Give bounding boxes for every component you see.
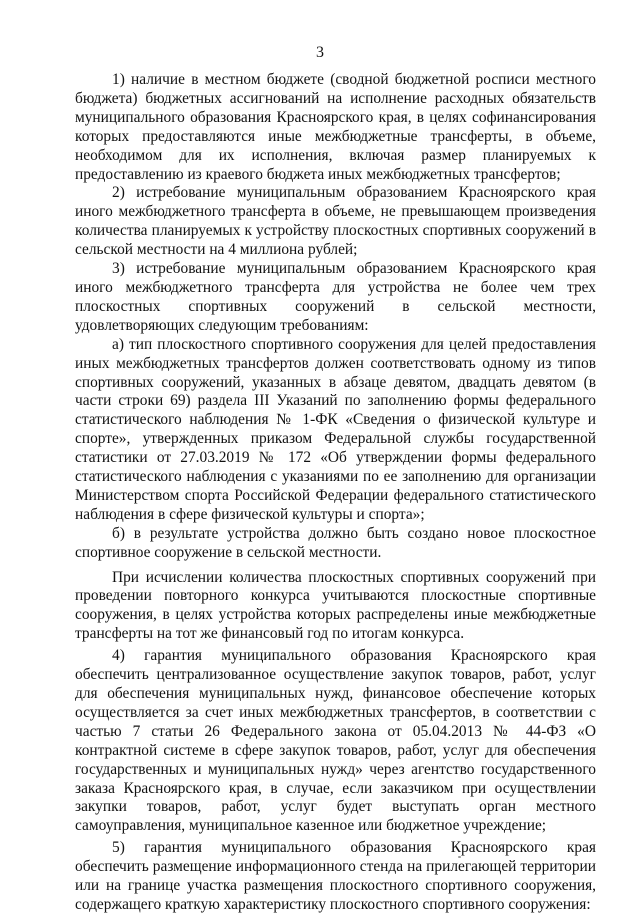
paragraph-item-2: 2) истребование муниципальным образованием Красноярского края иного межбюджетного трансферта в объеме, не превышающем произведения количества планируемых к устройству плоскостных спортивных сооружений в сельской местности на 4 миллиона рублей; bbox=[75, 184, 596, 259]
paragraph-repeat-contest-note: При исчислении количества плоскостных спортивных сооружений при проведении повторного конкурса учитываются плоскостные спортивные сооружения, в целях устройства которых распределены иные межбюджетные трансферты на тот же финансовый год по итогам конкурса. bbox=[75, 568, 596, 643]
scan-artifact bbox=[458, 856, 461, 858]
document-body bbox=[75, 71, 596, 915]
paragraph-subitem-b: б) в результате устройства должно быть создано новое плоскостное спортивное сооружение в сельской местности. bbox=[75, 524, 596, 561]
paragraph-item-5: 5) гарантия муниципального образования Красноярского края обеспечить размещение информационного стенда на прилегающей территории или на границе участка размещения плоскостного спортивного сооружения, содержащего краткую характеристику плоскостного спортивного сооружения: bbox=[75, 839, 596, 913]
paragraph-item-3: 3) истребование муниципальным образованием Красноярского края иного межбюджетного трансферта для устройства не более чем трех плоскостных спортивных сооружений в сельской местности, удовлетворяющих следующим требованиям: bbox=[75, 260, 596, 334]
paragraph-item-1: 1) наличие в местном бюджете (сводной бюджетной росписи местного бюджета) бюджетных ассигнований на исполнение расходных обязательств муниципального образования Красноярского края, в целях софинансирования которых предоставляются иные межбюджетные трансферты, в объеме, необходимом для их исполнения, включая размер планируемых к предоставлению из краевого бюджета иных межбюджетных трансфертов; bbox=[75, 71, 596, 183]
page-number: 3 bbox=[316, 44, 324, 61]
paragraph-item-4: 4) гарантия муниципального образования Красноярского края обеспечить централизованное осуществление закупок товаров, работ, услуг для обеспечения муниципальных нужд, финансовое обеспечение которых осуществляется за счет иных межбюджетных трансфертов, в соответствии с частью 7 статьи 26 Федерального закона от 05.04.2013 № 44-ФЗ «О контрактной системе в сфере закупок товаров, работ, услуг для обеспечения государственных и муниципальных нужд» через агентство государственного заказа Красноярского края, в случае, если заказчиком при осуществлении закупки товаров, работ, услуг будет выступать орган местного самоуправления, муниципальное казенное или бюджетное учреждение; bbox=[75, 647, 596, 835]
paragraph-subitem-a: а) тип плоскостного спортивного сооружения для целей предоставления иных межбюджетных трансфертов должен соответствовать одному из типов спортивных сооружений, указанных в абзаце девятом, двадцать девятом (в части строки 69) раздела III Указаний по заполнению формы федерального статистического наблюдения № 1-ФК «Сведения о физической культуре и спорте», утвержденных приказом Федеральной службы государственной статистики от 27.03.2019 № 172 «Об утверждении формы федерального статистического наблюдения с указаниями по ее заполнению для организации Министерством спорта Российской Федерации федерального статистического наблюдения в сфере физической культуры и спорта»; bbox=[75, 335, 596, 523]
